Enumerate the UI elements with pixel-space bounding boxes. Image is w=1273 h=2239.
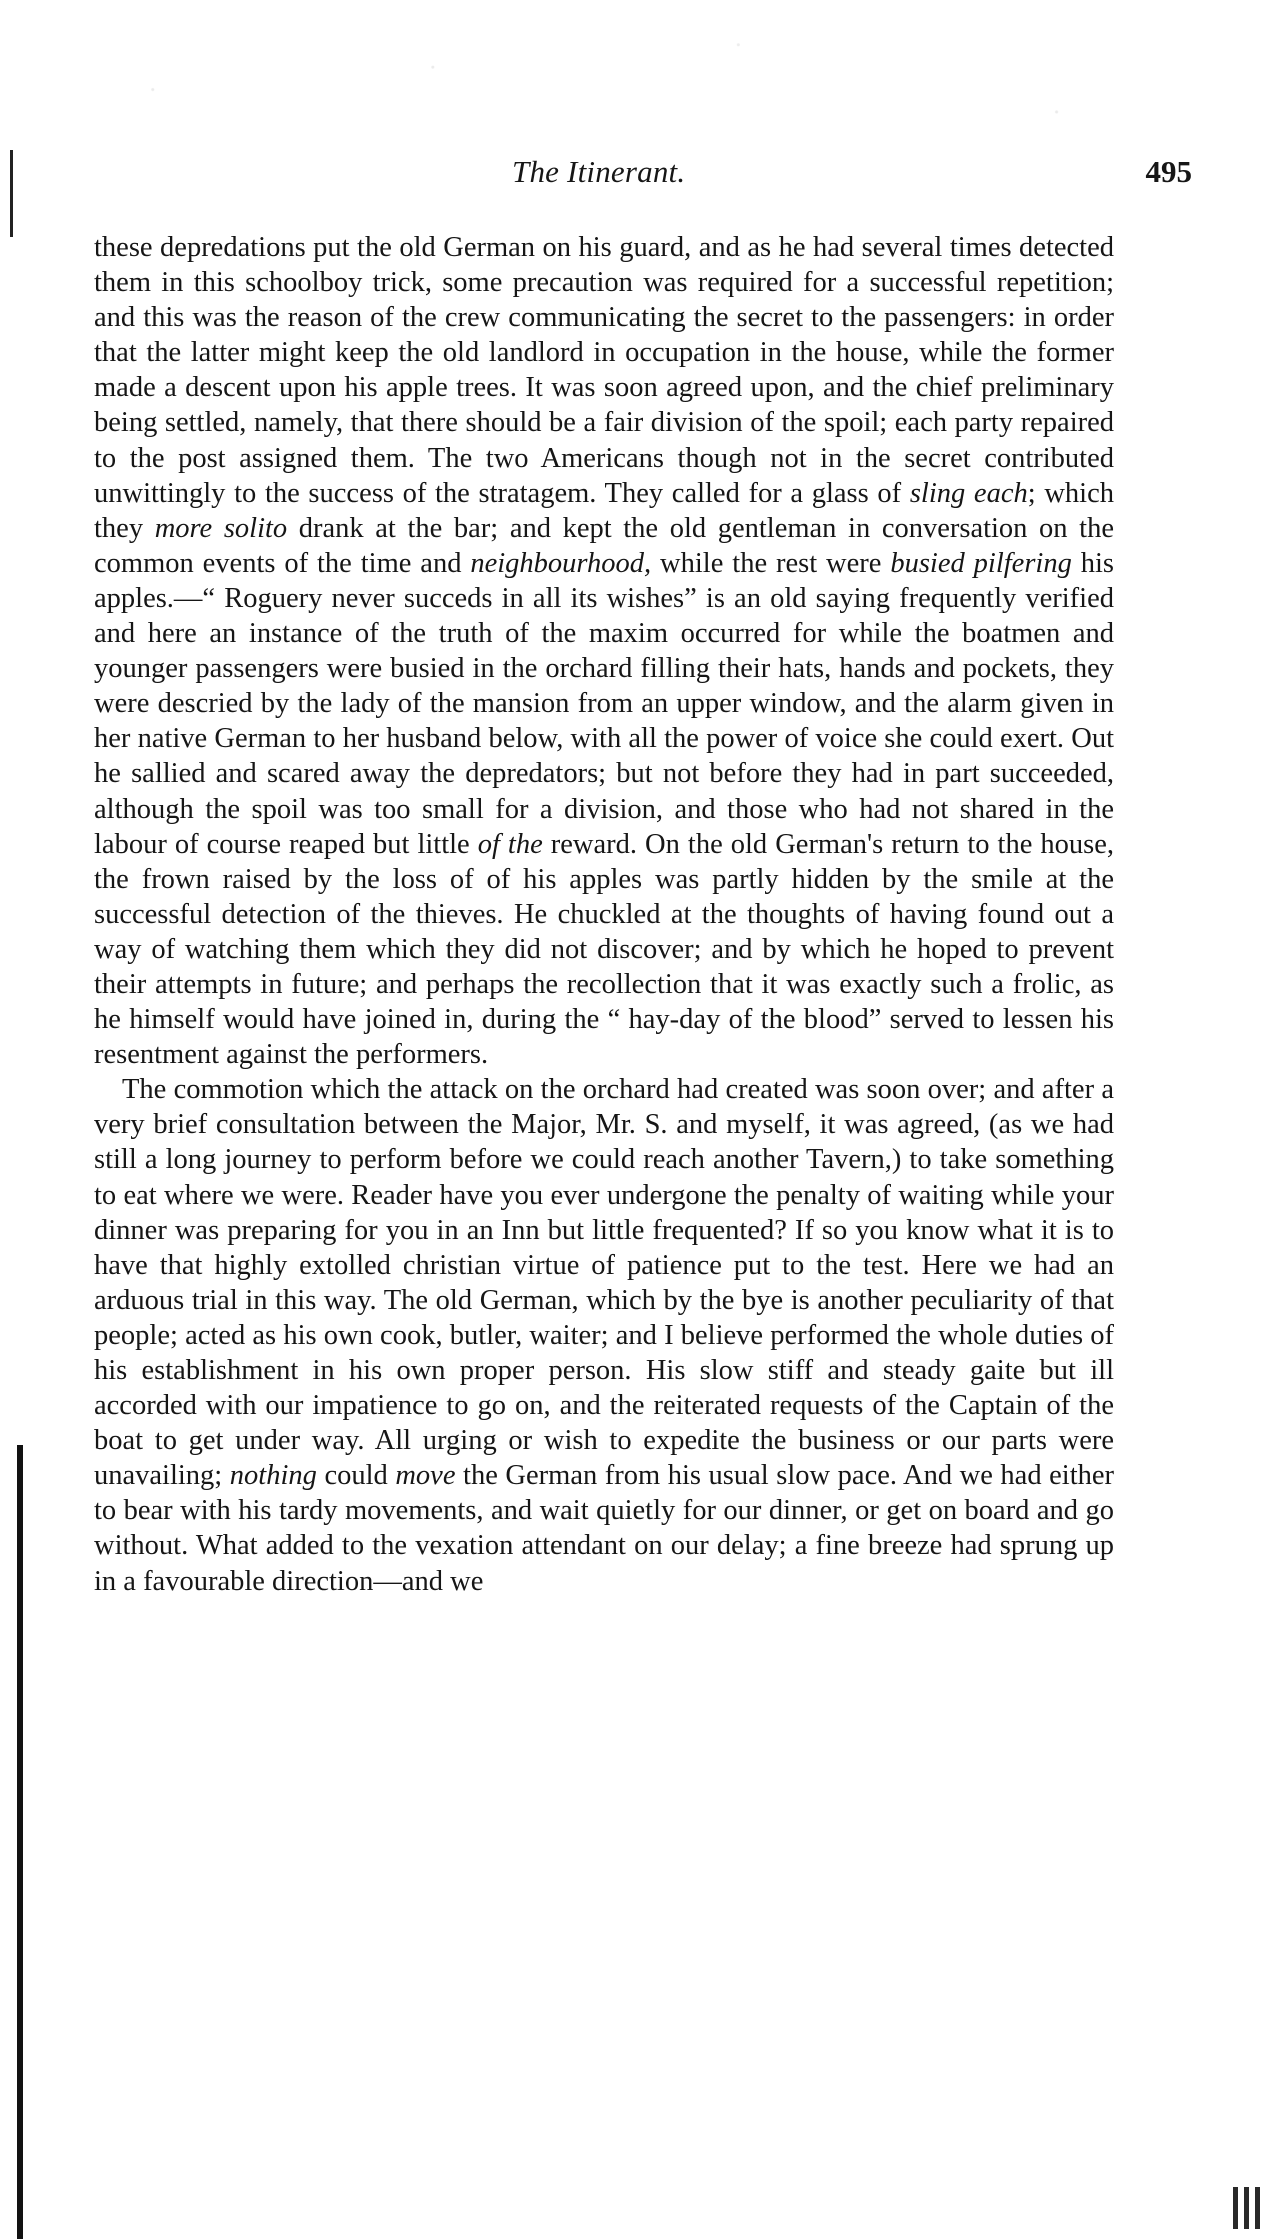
paragraph-2-text: the German from his usual slow pace. And we had either to bear with his tardy movements, and wait quietly for our dinner, or get on board and go without. What added to the vexation attendant on our delay; a fine breeze had sprung up in a favourable direction—and we bbox=[94, 1460, 1115, 1597]
scan-edge-shadow bbox=[17, 1445, 23, 2239]
italic-text: busied pilfering bbox=[890, 547, 1072, 579]
italic-text: move bbox=[395, 1460, 456, 1492]
scan-edge-mark bbox=[10, 150, 13, 237]
italic-text: of the bbox=[477, 828, 543, 860]
italic-text: more solito bbox=[154, 512, 288, 544]
paragraph-1-text: his apples.—“ Roguery never succeds in all its wishes” is an old saying frequently verified and here an instance of the truth of the maxim occurred for while the boatmen and younger passengers were busied in the orchard filling their hats, hands and pockets, they were descried by the lady of the mansion from an upper window, and the alarm given in her native German to her husband below, with all the power of voice she could exert. Out he sallied and scared away the depredators; but not before they had in part succeeded, although the spoil was too small for a division, and those who had not shared in the labour of course reaped but little bbox=[94, 547, 1114, 860]
paragraph-1-text: these depredations put the old German on his guard, and as he had several times detected them in this schoolboy trick, some precaution was required for a successful repetition; and this was the reason of the crew communicating the secret to the passengers: in order that the latter might keep the old landlord in occupation in the house, while the former made a descent upon his apple trees. It was soon agreed upon, and the chief preliminary being settled, namely, that there should be a fair division of the spoil; each party repaired to the post assigned them. The two Americans though not in the secret contributed unwittingly to the success of the stratagem. They called for a glass of bbox=[94, 232, 1114, 509]
page-header bbox=[92, 154, 1192, 196]
page-number: 495 bbox=[1145, 154, 1192, 189]
paragraph-1-text: while the rest were bbox=[651, 547, 891, 579]
paragraph-2-text: could bbox=[316, 1460, 396, 1492]
scan-corner-mark bbox=[1233, 2187, 1265, 2229]
paragraph-1-text: drank at the bar; and kept the old gentleman in conversation on the common events of the time and bbox=[94, 512, 1114, 579]
italic-text: sling each bbox=[909, 477, 1028, 509]
paragraph-2-text: The commotion which the attack on the orchard had created was soon over; and after a very brief consultation between the Major, Mr. S. and myself, it was agreed, (as we had still a long journey to perform before we could reach another Tavern,) to take something to eat where we were. Reader have you ever undergone the penalty of waiting while your dinner was preparing for you in an Inn but little frequented? If so you know what it is to have that highly extolled christian virtue of patience put to the test. Here we had an arduous trial in this way. The old German, which by the bye is another peculiarity of that people; acted as his own cook, butler, waiter; and I believe performed the whole duties of his establishment in his own proper person. His slow stiff and steady gaite but ill accorded with our impatience to go on, and the reiterated requests of the Captain of the boat to get under way. All urging or wish to expedite the business or our parts were unavailing; bbox=[94, 1074, 1114, 1492]
paragraph-2 bbox=[94, 1072, 1114, 1598]
italic-text: neighbourhood, bbox=[470, 547, 652, 579]
paragraph-1-text: ; which they bbox=[94, 477, 1114, 544]
paragraph-1 bbox=[94, 230, 1114, 1072]
paragraph-1-text: reward. On the old German's return to the house, the frown raised by the loss of of his apples was partly hidden by the smile at the successful detection of the thieves. He chuckled at the thoughts of having found out a way of watching them which they did not discover; and by which he hoped to prevent their attempts in future; and perhaps the recollection that it was exactly such a frolic, as he himself would have joined in, during the “ hay-day of the blood” served to lessen his resentment against the performers. bbox=[94, 828, 1114, 1071]
body-text bbox=[94, 230, 1114, 1599]
running-head: The Itinerant. bbox=[512, 154, 686, 189]
italic-text: nothing bbox=[229, 1460, 317, 1492]
